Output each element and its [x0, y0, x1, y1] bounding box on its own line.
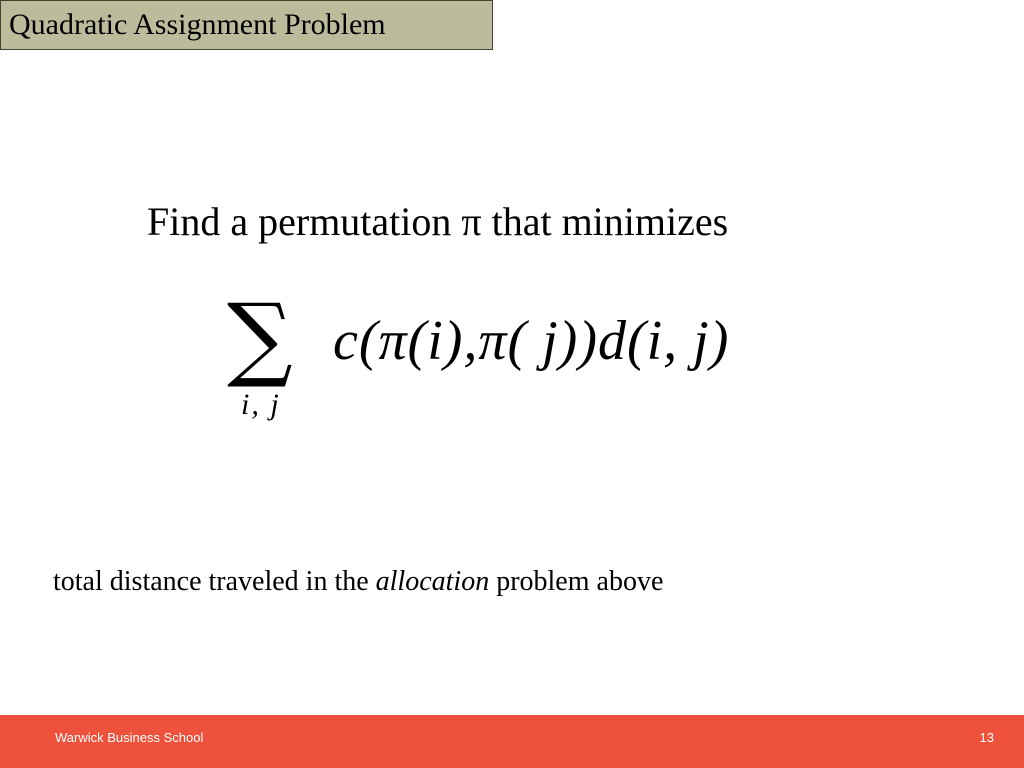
summand-expression: c(π(i),π( j))d(i, j): [333, 310, 730, 372]
summation-symbol: ∑: [227, 284, 293, 391]
caption-before: total distance traveled in the: [53, 566, 376, 597]
summation-subscript: i, j: [241, 388, 281, 421]
footer-bar: [0, 715, 1024, 768]
objective-formula: [225, 284, 845, 440]
caption-after: problem above: [489, 566, 664, 597]
slide-headline: Find a permutation π that minimizes: [147, 199, 729, 244]
caption-text: [53, 564, 663, 600]
footer-organization: Warwick Business School: [55, 730, 204, 745]
caption-emphasis: allocation: [375, 566, 490, 597]
slide-title: Quadratic Assignment Problem: [0, 0, 493, 50]
page-number: 13: [979, 730, 994, 745]
